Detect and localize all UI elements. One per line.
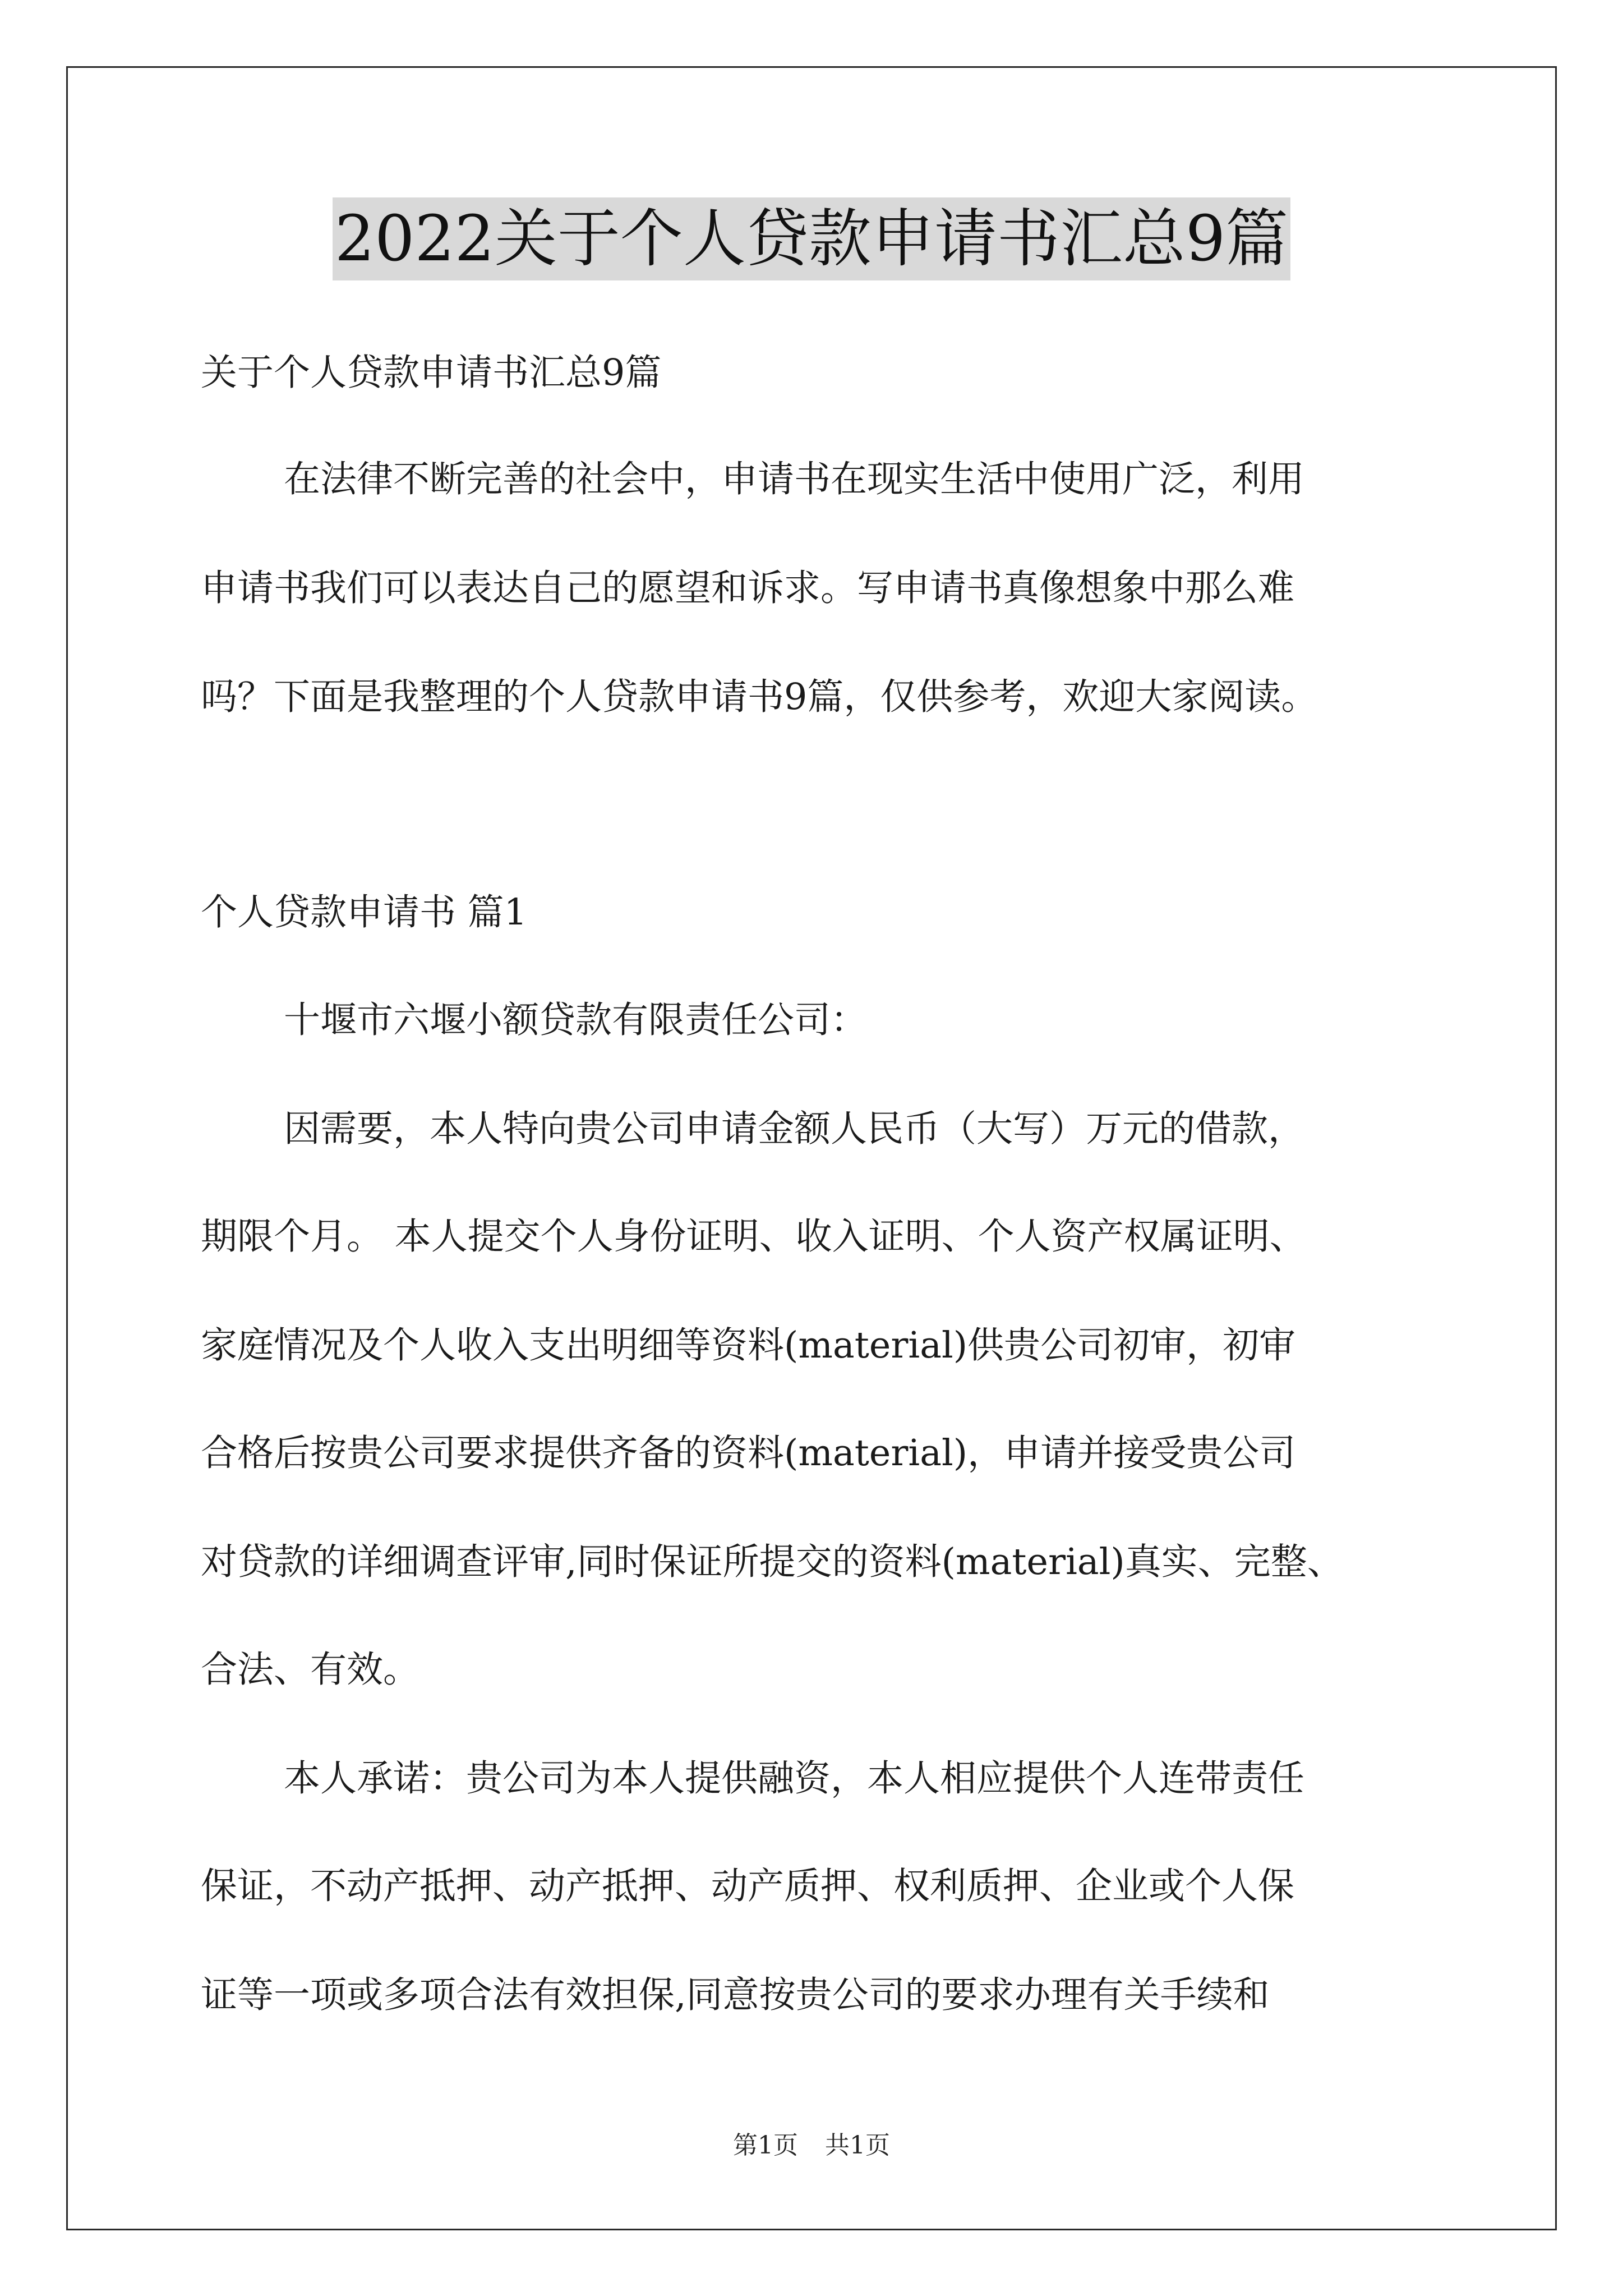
- paragraph-line: 家庭情况及个人收入支出明细等资料(material)供贵公司初审，初审: [201, 1324, 1296, 1366]
- paragraph-line: 合法、有效。: [201, 1649, 420, 1691]
- document-subtitle: 关于个人贷款申请书汇总9篇: [201, 352, 662, 394]
- intro-line: 申请书我们可以表达自己的愿望和诉求。写申请书真像想象中那么难: [201, 567, 1295, 609]
- salutation: 十堰市六堰小额贷款有限责任公司：: [284, 999, 868, 1041]
- page-total: 共1页: [825, 2131, 890, 2160]
- section-heading: 个人贷款申请书 篇1: [201, 891, 528, 933]
- paragraph-line: 因需要，本人特向贵公司申请金额人民币（大写）万元的借款，: [284, 1108, 1305, 1150]
- page-footer: [0, 2132, 1623, 2160]
- page-number: 第1页: [733, 2131, 798, 2160]
- intro-line: 吗？下面是我整理的个人贷款申请书9篇，仅供参考，欢迎大家阅读。: [201, 676, 1318, 718]
- paragraph-line: 合格后按贵公司要求提供齐备的资料(material)，申请并接受贵公司: [201, 1432, 1296, 1474]
- paragraph-line: 证等一项或多项合法有效担保,同意按贵公司的要求办理有关手续和: [201, 1974, 1270, 2016]
- paragraph-line: 对贷款的详细调查评审,同时保证所提交的资料(material)真实、完整、: [201, 1541, 1344, 1583]
- document-title: 2022关于个人贷款申请书汇总9篇: [333, 197, 1290, 280]
- paragraph-line: 保证，不动产抵押、动产抵押、动产质押、权利质押、企业或个人保: [201, 1865, 1295, 1907]
- intro-line: 在法律不断完善的社会中，申请书在现实生活中使用广泛，利用: [284, 458, 1305, 500]
- paragraph-line: 期限个月。 本人提交个人身份证明、收入证明、个人资产权属证明、: [201, 1216, 1306, 1258]
- title-wrapper: [0, 197, 1623, 280]
- paragraph-line: 本人承诺：贵公司为本人提供融资，本人相应提供个人连带责任: [284, 1757, 1305, 1800]
